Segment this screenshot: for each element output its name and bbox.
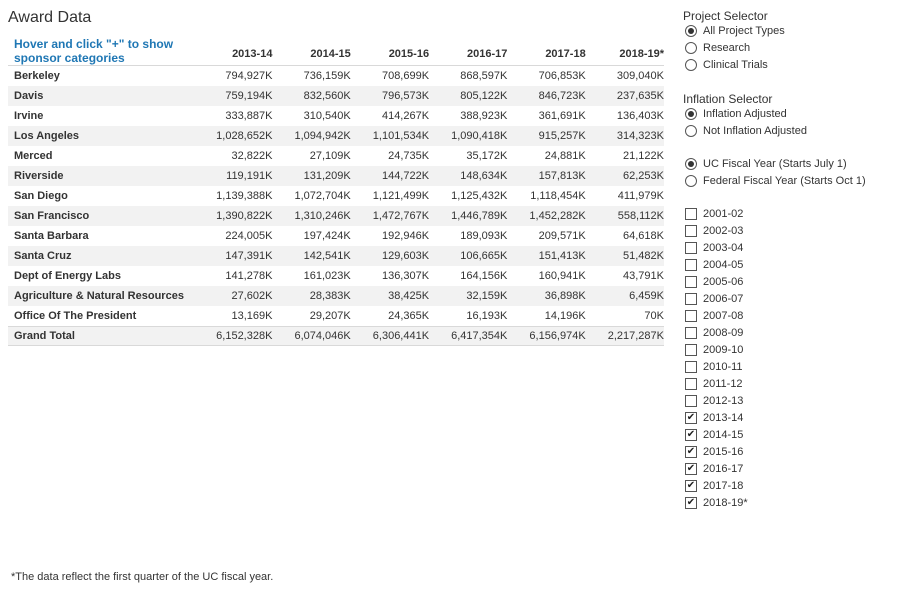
row-label: Merced bbox=[14, 150, 53, 162]
table-cell: 136,307K bbox=[381, 270, 430, 282]
table-cell: 1,121,499K bbox=[372, 190, 430, 202]
table-row[interactable] bbox=[8, 206, 664, 226]
table-cell: 106,665K bbox=[460, 250, 508, 262]
table-cell: 333,887K bbox=[225, 110, 273, 122]
row-label: Agriculture & Natural Resources bbox=[14, 290, 184, 302]
table-cell: 157,813K bbox=[538, 170, 586, 182]
year-label: 2001-02 bbox=[703, 208, 744, 220]
table-cell: 388,923K bbox=[460, 110, 508, 122]
checkbox-empty-icon[interactable] bbox=[685, 225, 697, 237]
row-label: Irvine bbox=[14, 110, 44, 122]
row-label: Davis bbox=[14, 90, 44, 102]
year-checkbox-2006-07[interactable] bbox=[685, 291, 743, 307]
table-cell: 43,791K bbox=[623, 270, 664, 282]
year-label: 2008-09 bbox=[703, 327, 744, 339]
row-label: Santa Barbara bbox=[14, 230, 89, 242]
award-table bbox=[8, 32, 664, 346]
table-row[interactable] bbox=[8, 226, 664, 246]
table-row[interactable] bbox=[8, 126, 664, 146]
table-cell: 24,735K bbox=[388, 150, 430, 162]
checkbox-empty-icon[interactable] bbox=[685, 310, 697, 322]
table-cell: 6,306,441K bbox=[372, 330, 430, 342]
table-cell: 144,722K bbox=[381, 170, 430, 182]
year-label: 2013-14 bbox=[703, 412, 744, 424]
year-checkbox-2003-04[interactable] bbox=[685, 240, 743, 256]
year-label: 2011-12 bbox=[703, 378, 743, 390]
radio-empty-icon[interactable] bbox=[685, 59, 697, 71]
year-label: 2014-15 bbox=[703, 429, 744, 441]
table-cell: 119,191K bbox=[226, 170, 273, 182]
project-selector-title: Project Selector bbox=[683, 9, 768, 23]
table-cell: 148,634K bbox=[460, 170, 508, 182]
option-label: All Project Types bbox=[703, 25, 785, 37]
table-cell: 161,023K bbox=[303, 270, 351, 282]
table-row[interactable] bbox=[8, 286, 664, 306]
table-cell: 361,691K bbox=[538, 110, 586, 122]
checkbox-checked-icon[interactable]: ✔ bbox=[686, 429, 696, 440]
year-checkbox-2008-09[interactable] bbox=[685, 325, 743, 341]
table-cell: 70K bbox=[644, 310, 664, 322]
year-label: 2004-05 bbox=[703, 259, 744, 271]
table-row[interactable] bbox=[8, 86, 664, 106]
year-checkbox-2005-06[interactable] bbox=[685, 274, 743, 290]
option-label: Federal Fiscal Year (Starts Oct 1) bbox=[703, 175, 866, 187]
table-cell: 1,094,942K bbox=[294, 130, 351, 142]
year-label: 2010-11 bbox=[703, 361, 743, 373]
column-header[interactable]: 2013-14 bbox=[232, 48, 273, 60]
table-cell: 832,560K bbox=[303, 90, 351, 102]
table-cell: 868,597K bbox=[460, 70, 508, 82]
table-cell: 6,156,974K bbox=[529, 330, 586, 342]
table-cell: 38,425K bbox=[388, 290, 430, 302]
table-cell: 129,603K bbox=[381, 250, 430, 262]
table-cell: 62,253K bbox=[623, 170, 664, 182]
table-cell: 189,093K bbox=[460, 230, 508, 242]
year-label: 2005-06 bbox=[703, 276, 744, 288]
table-cell: 224,005K bbox=[225, 230, 273, 242]
inflation-selector-title: Inflation Selector bbox=[683, 92, 773, 106]
table-row[interactable] bbox=[8, 66, 664, 86]
table-cell: 1,139,388K bbox=[216, 190, 273, 202]
year-label: 2015-16 bbox=[703, 446, 744, 458]
grand-total-row[interactable] bbox=[8, 326, 664, 346]
expand-hint: Hover and click "+" to show sponsor categories bbox=[14, 37, 174, 65]
table-cell: 14,196K bbox=[544, 310, 586, 322]
year-checkbox-2016-17[interactable] bbox=[685, 461, 743, 477]
table-cell: 314,323K bbox=[616, 130, 664, 142]
table-cell: 1,390,822K bbox=[216, 210, 273, 222]
checkbox-checked-icon[interactable]: ✔ bbox=[686, 480, 696, 491]
inflation-option-not-inflation-adjusted[interactable] bbox=[685, 123, 807, 139]
table-cell: 1,310,246K bbox=[294, 210, 351, 222]
year-label: 2006-07 bbox=[703, 293, 744, 305]
row-label: Grand Total bbox=[14, 330, 75, 342]
table-cell: 16,193K bbox=[466, 310, 508, 322]
table-row[interactable] bbox=[8, 166, 664, 186]
table-cell: 1,125,432K bbox=[451, 190, 508, 202]
table-cell: 21,122K bbox=[623, 150, 664, 162]
year-label: 2003-04 bbox=[703, 242, 744, 254]
year-label: 2002-03 bbox=[703, 225, 744, 237]
table-cell: 1,446,789K bbox=[451, 210, 508, 222]
row-label: San Francisco bbox=[14, 210, 90, 222]
table-cell: 310,540K bbox=[303, 110, 351, 122]
page-title: Award Data bbox=[8, 9, 92, 26]
fiscal-year-option-uc-fiscal-year-starts-july-1[interactable] bbox=[685, 156, 847, 172]
table-cell: 846,723K bbox=[538, 90, 586, 102]
table-cell: 558,112K bbox=[617, 210, 664, 222]
table-cell: 29,207K bbox=[309, 310, 351, 322]
column-header[interactable]: 2018-19* bbox=[619, 48, 664, 60]
year-label: 2017-18 bbox=[703, 480, 744, 492]
checkbox-empty-icon[interactable] bbox=[685, 259, 697, 271]
table-cell: 36,898K bbox=[544, 290, 586, 302]
year-label: 2016-17 bbox=[703, 463, 744, 475]
year-label: 2012-13 bbox=[703, 395, 744, 407]
year-checkbox-2011-12[interactable] bbox=[685, 376, 743, 392]
year-checkbox-2004-05[interactable] bbox=[685, 257, 743, 273]
option-label: Clinical Trials bbox=[703, 59, 768, 71]
table-cell: 1,118,454K bbox=[530, 190, 586, 202]
table-cell: 706,853K bbox=[538, 70, 586, 82]
table-cell: 24,365K bbox=[388, 310, 430, 322]
table-cell: 6,459K bbox=[629, 290, 664, 302]
checkbox-checked-icon[interactable]: ✔ bbox=[686, 463, 696, 474]
table-cell: 794,927K bbox=[225, 70, 273, 82]
table-cell: 1,090,418K bbox=[451, 130, 508, 142]
table-cell: 142,541K bbox=[303, 250, 351, 262]
radio-selected-icon[interactable] bbox=[685, 25, 697, 37]
checkbox-empty-icon[interactable] bbox=[685, 378, 697, 390]
year-label: 2018-19* bbox=[703, 497, 748, 509]
table-row[interactable] bbox=[8, 266, 664, 286]
option-label: UC Fiscal Year (Starts July 1) bbox=[703, 158, 847, 170]
year-checkbox-2007-08[interactable] bbox=[685, 308, 743, 324]
row-label: Berkeley bbox=[14, 70, 60, 82]
year-checkbox-2012-13[interactable] bbox=[685, 393, 743, 409]
table-cell: 64,618K bbox=[623, 230, 664, 242]
table-cell: 141,278K bbox=[225, 270, 273, 282]
table-cell: 805,122K bbox=[460, 90, 508, 102]
checkbox-empty-icon[interactable] bbox=[685, 327, 697, 339]
column-header[interactable]: 2015-16 bbox=[388, 48, 430, 60]
table-row[interactable] bbox=[8, 146, 664, 166]
table-cell: 6,074,046K bbox=[294, 330, 351, 342]
row-label: Los Angeles bbox=[14, 130, 79, 142]
table-row[interactable] bbox=[8, 306, 664, 326]
table-row[interactable] bbox=[8, 186, 664, 206]
year-checkbox-2018-19[interactable] bbox=[685, 495, 748, 511]
fiscal-year-option-federal-fiscal-year-starts-oct-1[interactable] bbox=[685, 173, 866, 189]
checkbox-empty-icon[interactable] bbox=[685, 242, 697, 254]
checkbox-checked-icon[interactable]: ✔ bbox=[686, 412, 696, 423]
radio-empty-icon[interactable] bbox=[685, 175, 697, 187]
table-cell: 209,571K bbox=[538, 230, 586, 242]
year-checkbox-2001-02[interactable] bbox=[685, 206, 743, 222]
inflation-option-inflation-adjusted[interactable] bbox=[685, 106, 787, 122]
project-option-all-project-types[interactable] bbox=[685, 23, 785, 39]
table-cell: 160,941K bbox=[538, 270, 586, 282]
table-cell: 32,822K bbox=[231, 150, 273, 162]
year-checkbox-2010-11[interactable] bbox=[685, 359, 743, 375]
column-header[interactable]: 2016-17 bbox=[467, 48, 508, 60]
year-checkbox-2014-15[interactable] bbox=[685, 427, 743, 443]
row-label: San Diego bbox=[14, 190, 68, 202]
table-cell: 736,159K bbox=[303, 70, 351, 82]
table-cell: 24,881K bbox=[544, 150, 586, 162]
year-label: 2007-08 bbox=[703, 310, 744, 322]
table-cell: 35,172K bbox=[466, 150, 508, 162]
table-header bbox=[8, 32, 664, 65]
table-cell: 796,573K bbox=[381, 90, 430, 102]
table-cell: 27,109K bbox=[309, 150, 351, 162]
table-cell: 759,194K bbox=[225, 90, 273, 102]
table-cell: 237,635K bbox=[616, 90, 664, 102]
table-cell: 411,979K bbox=[617, 190, 664, 202]
year-checkbox-2017-18[interactable] bbox=[685, 478, 743, 494]
row-label: Santa Cruz bbox=[14, 250, 72, 262]
table-cell: 13,169K bbox=[231, 310, 273, 322]
column-header[interactable]: 2017-18 bbox=[545, 48, 586, 60]
table-cell: 28,383K bbox=[309, 290, 351, 302]
year-checkbox-2009-10[interactable] bbox=[685, 342, 743, 358]
table-cell: 1,472,767K bbox=[372, 210, 430, 222]
checkbox-checked-icon[interactable]: ✔ bbox=[686, 446, 696, 457]
table-cell: 6,417,354K bbox=[451, 330, 508, 342]
footnote: *The data reflect the first quarter of the UC fiscal year. bbox=[11, 571, 274, 583]
radio-empty-icon[interactable] bbox=[685, 125, 697, 137]
table-cell: 1,101,534K bbox=[372, 130, 430, 142]
radio-selected-icon[interactable] bbox=[685, 108, 697, 120]
option-label: Research bbox=[703, 42, 751, 54]
radio-empty-icon[interactable] bbox=[685, 42, 697, 54]
table-body bbox=[8, 65, 664, 346]
table-cell: 192,946K bbox=[381, 230, 430, 242]
checkbox-checked-icon[interactable]: ✔ bbox=[686, 497, 696, 508]
table-cell: 6,152,328K bbox=[216, 330, 273, 342]
table-cell: 131,209K bbox=[303, 170, 351, 182]
option-label: Not Inflation Adjusted bbox=[703, 125, 807, 137]
table-cell: 708,699K bbox=[381, 70, 430, 82]
table-cell: 1,452,282K bbox=[529, 210, 586, 222]
table-cell: 915,257K bbox=[538, 130, 586, 142]
checkbox-empty-icon[interactable] bbox=[685, 361, 697, 373]
project-option-research[interactable] bbox=[685, 40, 750, 56]
column-header[interactable]: 2014-15 bbox=[310, 48, 351, 60]
table-cell: 164,156K bbox=[460, 270, 508, 282]
table-cell: 1,028,652K bbox=[216, 130, 273, 142]
year-checkbox-2002-03[interactable] bbox=[685, 223, 743, 239]
table-row[interactable] bbox=[8, 106, 664, 126]
table-cell: 197,424K bbox=[303, 230, 351, 242]
table-cell: 51,482K bbox=[623, 250, 664, 262]
table-cell: 309,040K bbox=[616, 70, 664, 82]
table-cell: 136,403K bbox=[616, 110, 664, 122]
table-cell: 414,267K bbox=[381, 110, 430, 122]
checkbox-empty-icon[interactable] bbox=[685, 344, 697, 356]
table-cell: 27,602K bbox=[231, 290, 273, 302]
radio-selected-icon[interactable] bbox=[685, 158, 697, 170]
checkbox-empty-icon[interactable] bbox=[685, 276, 697, 288]
project-option-clinical-trials[interactable] bbox=[685, 57, 768, 73]
year-label: 2009-10 bbox=[703, 344, 744, 356]
table-cell: 151,413K bbox=[538, 250, 586, 262]
table-cell: 147,391K bbox=[225, 250, 273, 262]
checkbox-empty-icon[interactable] bbox=[685, 208, 697, 220]
table-cell: 1,072,704K bbox=[294, 190, 351, 202]
checkbox-empty-icon[interactable] bbox=[685, 395, 697, 407]
table-cell: 2,217,287K bbox=[607, 330, 664, 342]
row-label: Dept of Energy Labs bbox=[14, 270, 121, 282]
row-label: Office Of The President bbox=[14, 310, 137, 322]
year-checkbox-2013-14[interactable] bbox=[685, 410, 743, 426]
row-label: Riverside bbox=[14, 170, 64, 182]
checkbox-empty-icon[interactable] bbox=[685, 293, 697, 305]
option-label: Inflation Adjusted bbox=[703, 108, 787, 120]
table-row[interactable] bbox=[8, 246, 664, 266]
table-cell: 32,159K bbox=[466, 290, 508, 302]
year-checkbox-2015-16[interactable] bbox=[685, 444, 743, 460]
